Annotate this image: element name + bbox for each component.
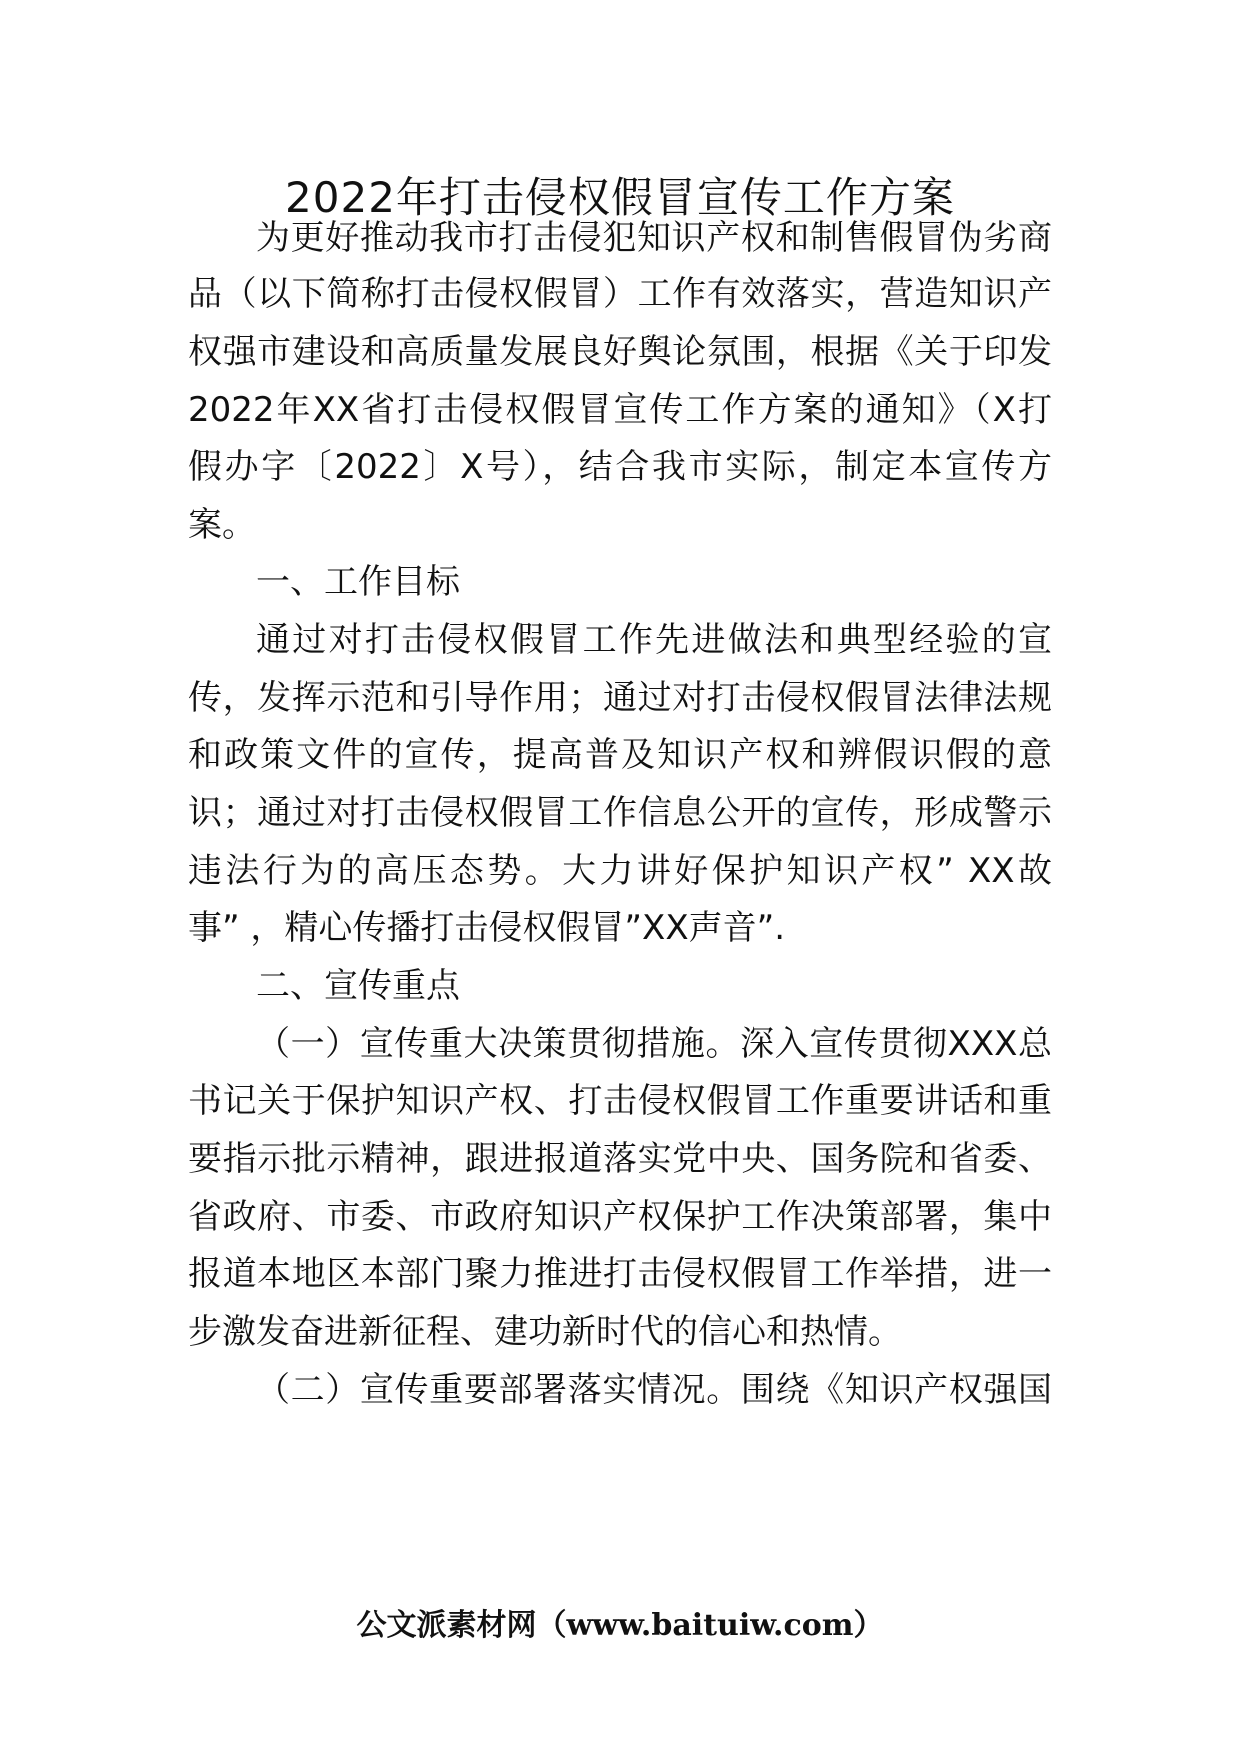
paragraph-line: 传，发挥示范和引导作用；通过对打击侵权假冒法律法规: [188, 678, 1052, 718]
paragraph-line: （二）宣传重要部署落实情况。围绕《知识产权强国: [256, 1370, 1052, 1410]
paragraph-line: 步激发奋进新征程、建功新时代的信心和热情。: [188, 1312, 902, 1352]
paragraph-line: 为更好推动我市打击侵犯知识产权和制售假冒伪劣商: [256, 218, 1052, 258]
paragraph-line: 识；通过对打击侵权假冒工作信息公开的宣传，形成警示: [188, 793, 1052, 833]
footer-watermark: 公文派素材网（www.baituiw.com）: [356, 1608, 884, 1643]
paragraph-line: 报道本地区本部门聚力推进打击侵权假冒工作举措，进一: [188, 1254, 1052, 1294]
paragraph-line: 2022年XX省打击侵权假冒宣传工作方案的通知》（X打: [188, 390, 1052, 430]
section-heading: 二、宣传重点: [256, 966, 460, 1006]
document-title: 2022年打击侵权假冒宣传工作方案: [285, 173, 955, 222]
paragraph-line: 要指示批示精神，跟进报道落实党中央、国务院和省委、: [188, 1139, 1052, 1179]
paragraph-line: 和政策文件的宣传，提高普及知识产权和辨假识假的意: [188, 735, 1052, 775]
paragraph-line: 事” ，精心传播打击侵权假冒”XX声音”.: [188, 908, 786, 948]
paragraph-line: （一）宣传重大决策贯彻措施。深入宣传贯彻XXX总: [256, 1024, 1052, 1064]
paragraph-line: 假办字〔2022〕X号），结合我市实际，制定本宣传方: [188, 447, 1052, 487]
paragraph-line: 省政府、市委、市政府知识产权保护工作决策部署，集中: [188, 1197, 1052, 1237]
paragraph-line: 书记关于保护知识产权、打击侵权假冒工作重要讲话和重: [188, 1081, 1052, 1121]
paragraph-line: 案。: [188, 505, 256, 545]
paragraph-line: 违法行为的高压态势。大力讲好保护知识产权” XX故: [188, 851, 1052, 891]
paragraph-line: 权强市建设和高质量发展良好舆论氛围，根据《关于印发: [188, 332, 1052, 372]
paragraph-line: 品（以下简称打击侵权假冒）工作有效落实，营造知识产: [188, 274, 1052, 314]
section-heading: 一、工作目标: [256, 562, 460, 602]
paragraph-line: 通过对打击侵权假冒工作先进做法和典型经验的宣: [256, 620, 1052, 660]
